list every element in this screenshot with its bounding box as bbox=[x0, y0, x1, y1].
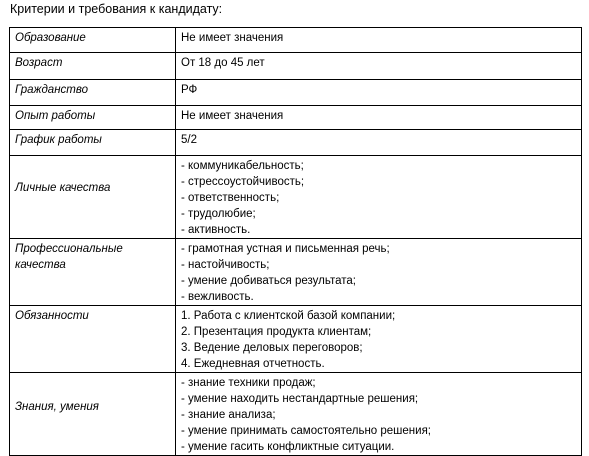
value-line: - вежливость. bbox=[181, 291, 254, 303]
value-line: - трудолюбие; bbox=[181, 208, 256, 220]
value-line: - стрессоустойчивость; bbox=[181, 176, 305, 188]
criteria-table bbox=[9, 27, 582, 456]
value-line: - грамотная устная и письменная речь; bbox=[181, 243, 390, 255]
row-value bbox=[176, 53, 582, 80]
value-line: РФ bbox=[181, 84, 198, 96]
value-line: 1. Работа с клиентской базой компании; bbox=[181, 310, 396, 322]
value-line: Не имеет значения bbox=[181, 32, 284, 44]
row-value bbox=[176, 239, 582, 306]
value-line: 3. Ведение деловых переговоров; bbox=[181, 342, 363, 354]
row-label: Возраст bbox=[10, 53, 176, 80]
value-line: 5/2 bbox=[181, 134, 197, 146]
document-heading: Критерии и требования к кандидату: bbox=[10, 2, 223, 16]
table-row bbox=[10, 53, 582, 80]
table-row bbox=[10, 80, 582, 106]
row-label: Образование bbox=[10, 28, 176, 53]
row-value bbox=[176, 373, 582, 456]
table-row bbox=[10, 373, 582, 456]
value-line: От 18 до 45 лет bbox=[181, 57, 265, 69]
value-line: Не имеет значения bbox=[181, 110, 284, 122]
row-value bbox=[176, 28, 582, 53]
value-line: - умение принимать самостоятельно решения; bbox=[181, 425, 432, 437]
table-row bbox=[10, 306, 582, 373]
value-line: - умение находить нестандартные решения; bbox=[181, 393, 419, 405]
row-label: Опыт работы bbox=[10, 106, 176, 130]
table-row bbox=[10, 106, 582, 130]
value-line: - умение добиваться результата; bbox=[181, 275, 356, 287]
table-row bbox=[10, 130, 582, 156]
value-line: - знание анализа; bbox=[181, 409, 276, 421]
row-value bbox=[176, 306, 582, 373]
row-label: Личные качества bbox=[10, 156, 176, 239]
row-label: Знания, умения bbox=[10, 373, 176, 456]
table-row bbox=[10, 239, 582, 306]
value-line: - настойчивость; bbox=[181, 259, 270, 271]
value-line: - активность. bbox=[181, 224, 251, 236]
row-value bbox=[176, 106, 582, 130]
row-label: График работы bbox=[10, 130, 176, 156]
row-label: Профессиональные качества bbox=[10, 239, 176, 306]
row-label: Гражданство bbox=[10, 80, 176, 106]
value-line: - умение гасить конфликтные ситуации. bbox=[181, 441, 395, 453]
value-line: - знание техники продаж; bbox=[181, 377, 316, 389]
row-value bbox=[176, 80, 582, 106]
table-row bbox=[10, 156, 582, 239]
value-line: 4. Ежедневная отчетность. bbox=[181, 358, 325, 370]
value-line: - коммуникабельность; bbox=[181, 160, 304, 172]
table-row bbox=[10, 28, 582, 53]
row-label: Обязанности bbox=[10, 306, 176, 373]
value-line: 2. Презентация продукта клиентам; bbox=[181, 326, 372, 338]
value-line: - ответственность; bbox=[181, 192, 280, 204]
row-value bbox=[176, 130, 582, 156]
row-value bbox=[176, 156, 582, 239]
